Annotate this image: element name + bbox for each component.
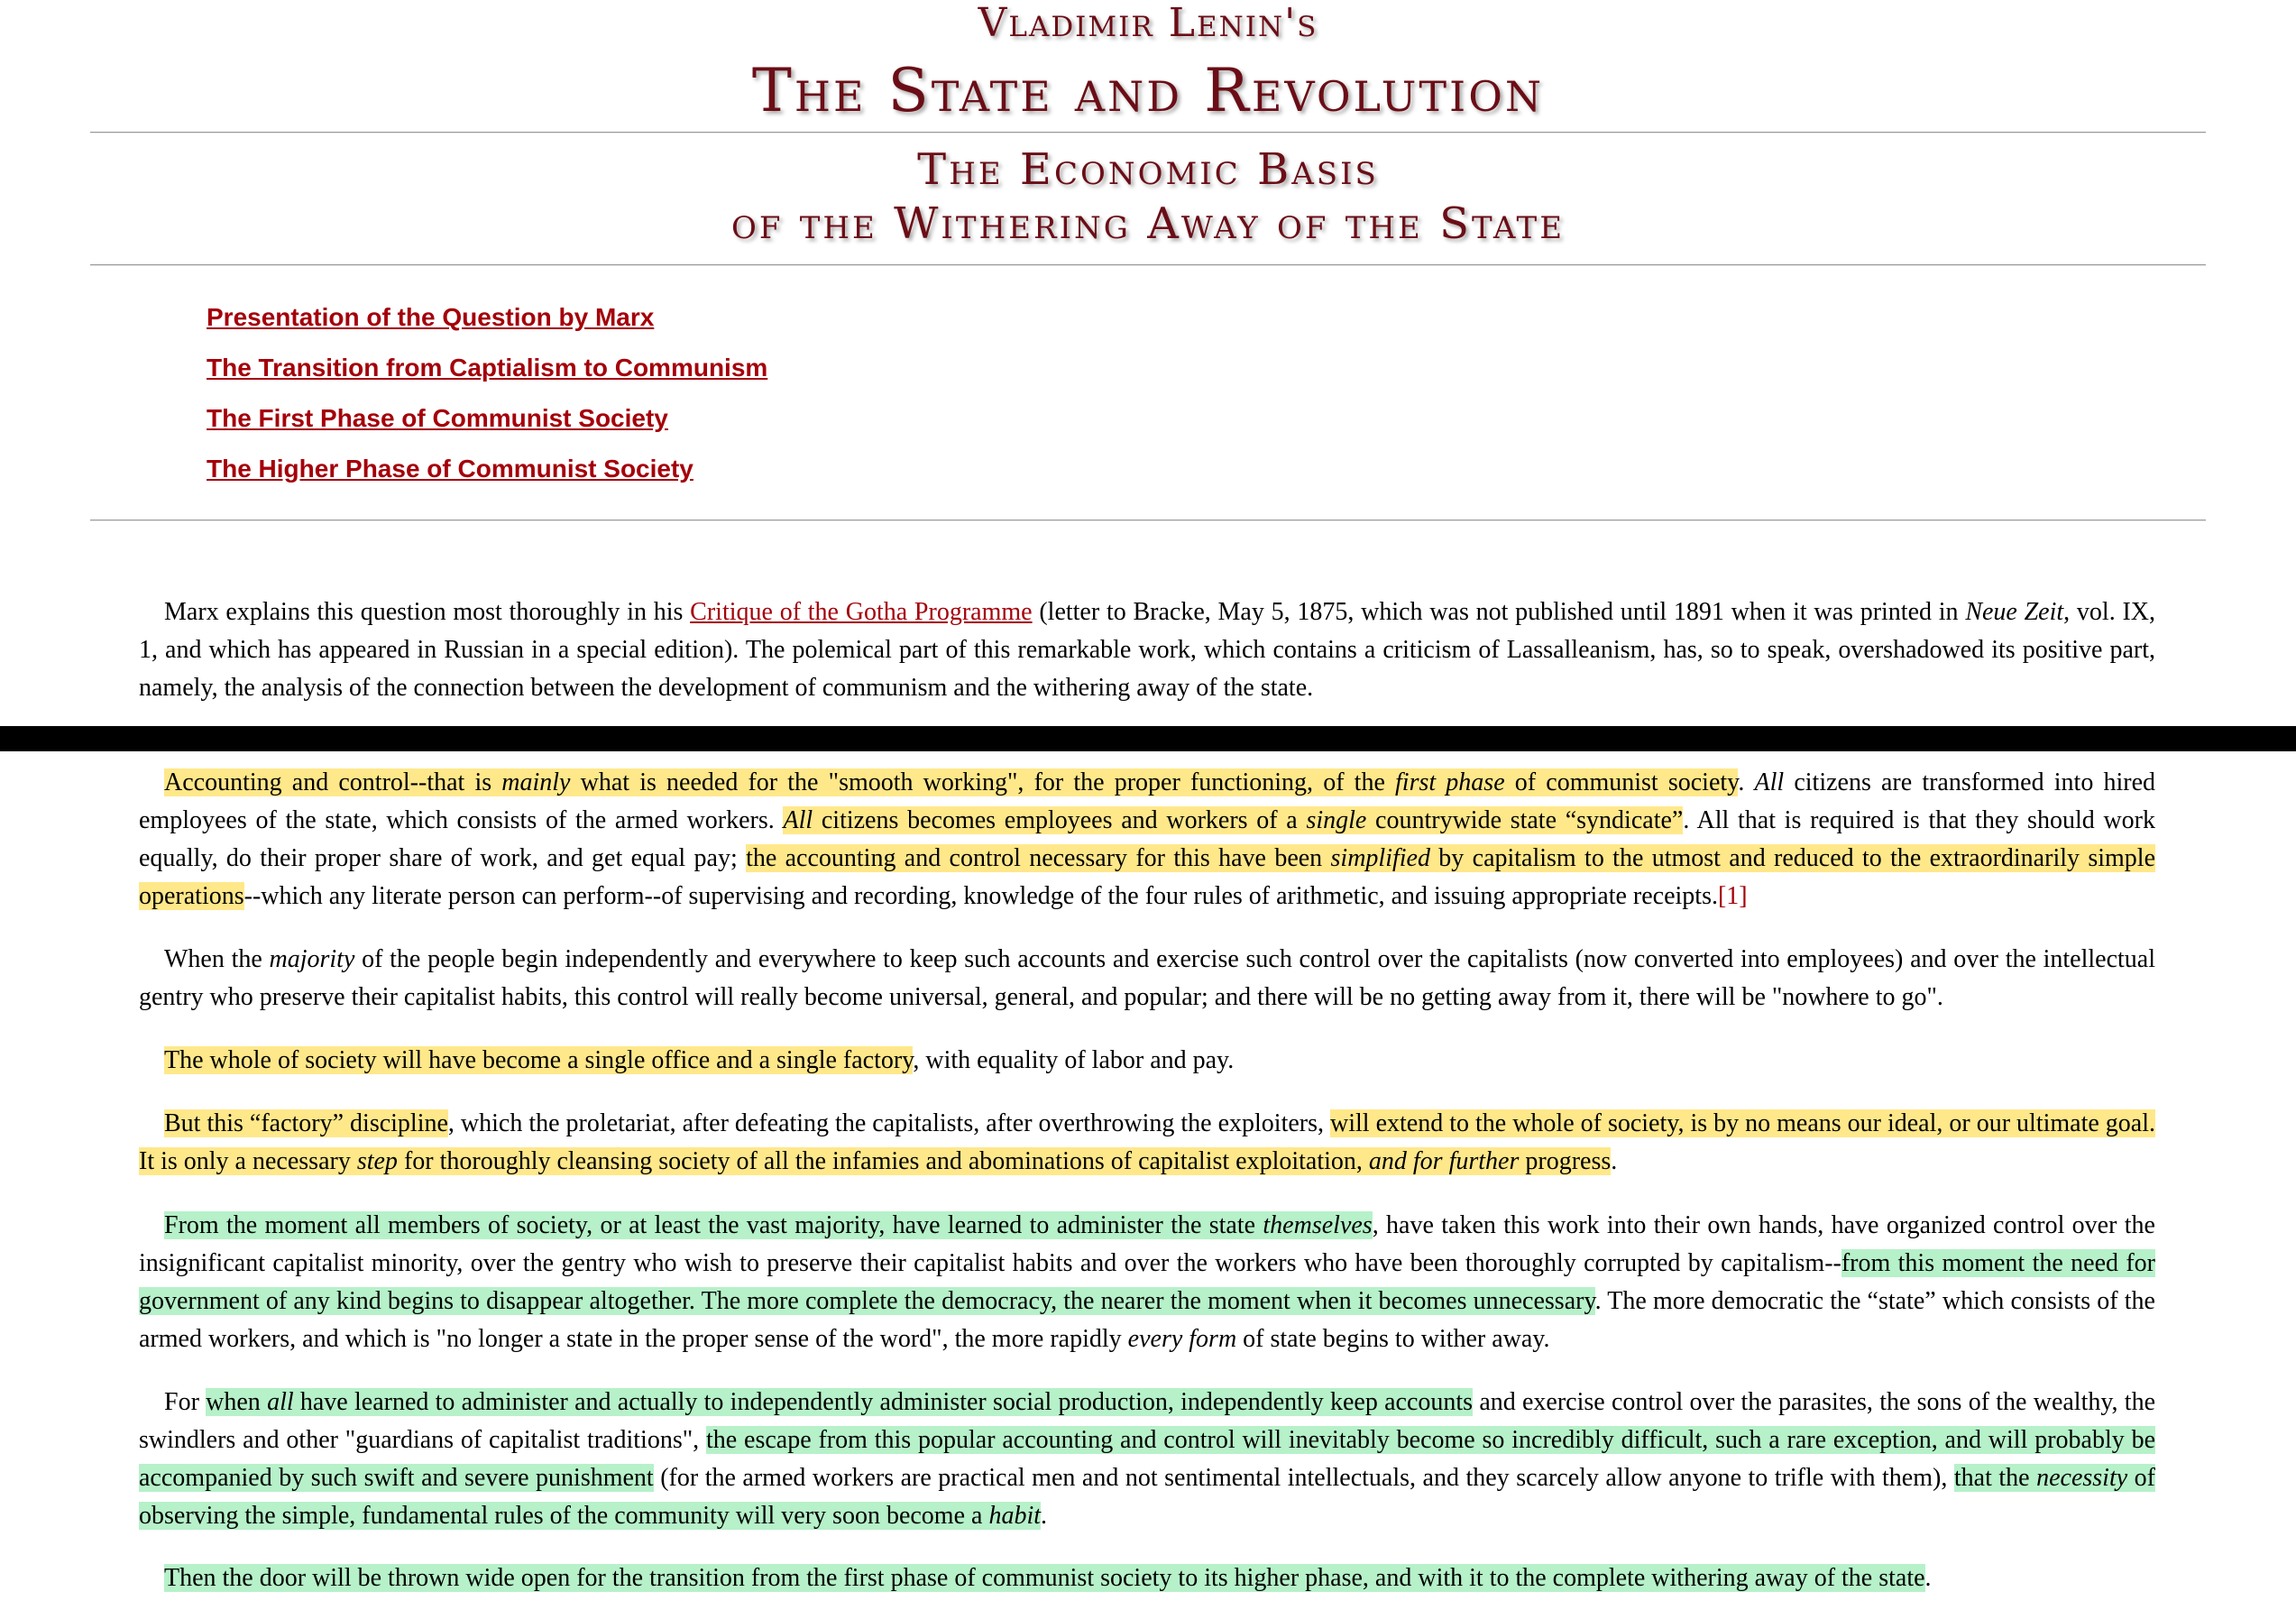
highlight-yellow: All citizens becomes employees and workers of a single countrywide state “syndicate” [783, 806, 1684, 834]
text: (letter to Bracke, May 5, 1875, which was not published until 1891 when it was printed in [1032, 598, 1966, 626]
highlight-yellow: The whole of society will have become a single office and a single factory [164, 1046, 914, 1074]
highlight-green: that the necessity of observing the simple, fundamental rules of the community will very soon become a habit [139, 1464, 2155, 1530]
toc-link-higher-phase[interactable]: The Higher Phase of Communist Society [207, 455, 693, 483]
text: When the [164, 945, 270, 973]
text: , which the proletariat, after defeating the capitalists, after overthrowing the exploiters, [447, 1109, 1331, 1137]
table-of-contents [207, 298, 767, 500]
divider [90, 264, 2206, 266]
toc-item [207, 449, 767, 500]
text: (for the armed workers are practical men and not sentimental intellectuals, and they scarcely allow anyone to trifle with them), [653, 1464, 1954, 1492]
text: . [1611, 1147, 1618, 1175]
highlight-yellow: Accounting and control--that is mainly what is needed for the "smooth working", for the proper functioning, of the first phase of communist society [164, 768, 1739, 796]
text: --which any literate person can perform--of supervising and recording, knowledge of the four rules of arithmetic, and issuing appropriate receipts. [243, 882, 1718, 910]
paragraph-factory-discipline [139, 1105, 2155, 1181]
toc-link-first-phase[interactable]: The First Phase of Communist Society [207, 404, 668, 432]
text: . All that is required is that they should work equally, do their proper share of work, and get equal pay; [139, 806, 2155, 872]
emphasis: every form [1127, 1325, 1237, 1353]
highlight-green: from this moment the need for government of any kind begins to disappear altogether. The more complete the democracy, the nearer the moment when it becomes unnecessary [139, 1249, 2156, 1315]
text: Marx explains this question most thoroughly in his [164, 598, 691, 626]
toc-item [207, 348, 767, 399]
toc-item [207, 399, 767, 449]
highlight-green: From the moment all members of society, or at least the vast majority, have learned to administer the state themselves [164, 1211, 1373, 1239]
highlight-yellow: will extend to the whole of society, is by no means our ideal, or our ultimate goal. It is only a necessary step for thoroughly cleansing society of all the infamies and abominations of capitalist exploitation, and for further progress [139, 1109, 2156, 1175]
text: . [1041, 1502, 1048, 1530]
paragraph-majority [139, 941, 2155, 1017]
text: . [1924, 1564, 1932, 1592]
highlight-green: the escape from this popular accounting and control will inevitably become so incredibly difficult, such a rare exception, and will probably be accompanied by such swift and severe punishment [139, 1426, 2155, 1492]
text: . The more democratic the “state” which consists of the armed workers, and which is "no longer a state in the proper sense of the word", the more rapidly [139, 1287, 2155, 1353]
emphasis: majority [269, 945, 355, 973]
highlight-green: Then the door will be thrown wide open for the transition from the first phase of communist society to its higher phase, and with it to the complete withering away of the state [164, 1564, 1925, 1592]
paragraph-habit [139, 1384, 2155, 1535]
highlight-green: when all have learned to administer and actually to independently administer social production, independently keep accounts [206, 1388, 1474, 1416]
paragraph-accounting [139, 764, 2155, 915]
text: For [164, 1388, 207, 1416]
text: , vol. IX, 1, and which has appeared in Russian in a special edition). The polemical part of this remarkable work, which contains a criticism of Lassalleanism, has, so to speak, overshadowed its positive part, namely, the analysis of the connection between the development of communism and the withering away of the state. [139, 598, 2156, 702]
paragraph-single-office [139, 1042, 2155, 1080]
author-heading: Vladimir Lenin's [978, 0, 1318, 46]
highlight-yellow: But this “factory” discipline [164, 1109, 448, 1137]
toc-link-presentation[interactable]: Presentation of the Question by Marx [207, 303, 655, 331]
divider [90, 520, 2206, 521]
emphasis: Neue Zeit [1965, 598, 2064, 626]
text: and exercise control over the parasites, the sons of the wealthy, the swindlers and other "guardians of capitalist traditions", [139, 1388, 2155, 1454]
paragraph-administer-state [139, 1207, 2155, 1358]
book-title: The State and Revolution [751, 56, 1545, 125]
text: citizens are transformed into hired employees of the state, which consists of the armed workers. [139, 768, 2156, 834]
paragraph-intro [139, 593, 2155, 707]
highlight-yellow: the accounting and control necessary for this have been simplified by capitalism to the utmost and reduced to the extraordinarily simple operations [139, 844, 2155, 910]
paragraph-door-open [139, 1559, 2155, 1597]
footnote-link[interactable]: [1] [1717, 882, 1748, 910]
text: of state begins to wither away. [1236, 1325, 1550, 1353]
text: of the people begin independently and everywhere to keep such accounts and exercise such control over the capitalists (now converted into employees) and over the intellectual gentry who preserve their capitalist habits, this control will really become universal, general, and popular; and there will be no getting away from it, there will be "nowhere to go". [139, 945, 2156, 1011]
text: , with equality of labor and pay. [913, 1046, 1235, 1074]
divider [90, 132, 2206, 133]
gotha-critique-link[interactable]: Critique of the Gotha Programme [690, 598, 1033, 626]
chapter-title-line-2: of the Withering Away of the State [730, 198, 1566, 249]
toc-link-transition[interactable]: The Transition from Captialism to Communism [207, 354, 768, 382]
text: , have taken this work into their own hands, have organized control over the insignificant capitalist minority, over the gentry who wish to preserve their capitalist habits and over the workers who have been thoroughly corrupted by capitalism-- [139, 1211, 2155, 1277]
black-separator-bar [0, 726, 2296, 751]
text: . [1738, 768, 1755, 796]
chapter-title-line-1: The Economic Basis [917, 144, 1379, 195]
toc-item [207, 298, 767, 348]
emphasis: All [1754, 768, 1785, 796]
